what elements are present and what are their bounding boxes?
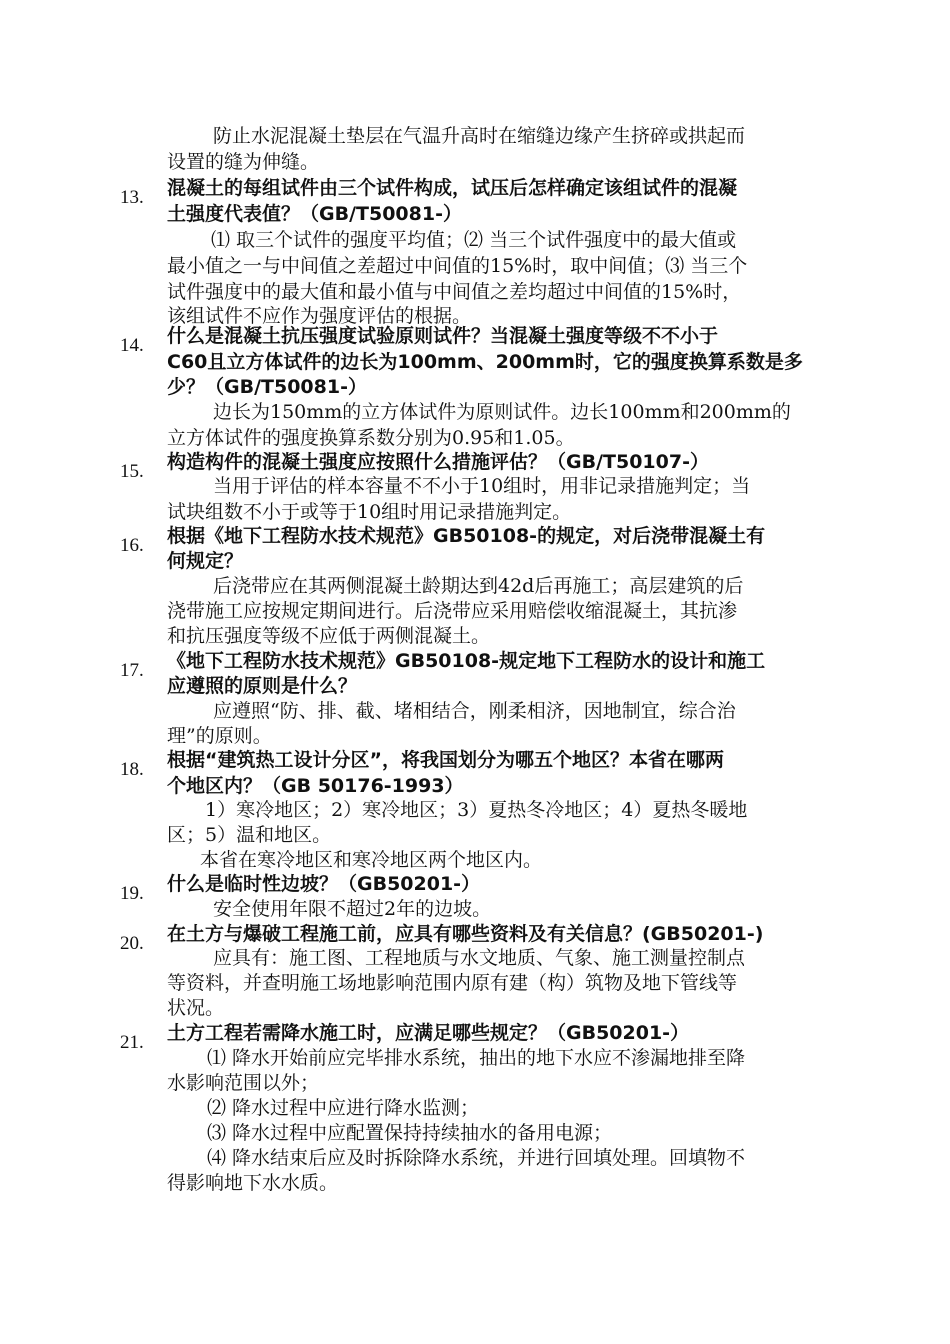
answer-line: 等资料，并查明施工场地影响范围内原有建（构）筑物及地下管线等 — [167, 972, 738, 994]
item-number: 19. — [120, 883, 144, 904]
answer-line: 水影响范围以外； — [167, 1072, 320, 1094]
question-line: C60且立方体试件的边长为100mm、200mm时，它的强度换算系数是多 — [167, 351, 803, 373]
question-line: 根据《地下工程防水技术规范》GB50108-的规定，对后浇带混凝土有 — [167, 525, 766, 547]
question-line: 在土方与爆破工程施工前，应具有哪些资料及有关信息？(GB50201-) — [167, 923, 764, 945]
intro-line: 防止水泥混凝土垫层在气温升高时在缩缝边缘产生挤碎或拱起而 — [213, 125, 746, 147]
answer-line: 最小值之一与中间值之差超过中间值的15%时，取中间值；⑶ 当三个 — [167, 255, 748, 277]
answer-line: 试块组数不小于或等于10组时用记录措施判定。 — [167, 501, 572, 523]
item-number: 21. — [120, 1032, 144, 1053]
question-line: 根据“建筑热工设计分区”，将我国划分为哪五个地区？本省在哪两 — [167, 749, 724, 771]
question-line: 混凝土的每组试件由三个试件构成，试压后怎样确定该组试件的混凝 — [167, 177, 738, 199]
answer-line: 应遵照“防、排、截、堵相结合，刚柔相济，因地制宜，综合治 — [213, 700, 736, 722]
answer-line: 区；5）温和地区。 — [167, 824, 332, 846]
answer-line: 试件强度中的最大值和最小值与中间值之差均超过中间值的15%时， — [167, 281, 742, 303]
answer-line: 边长为150mm的立方体试件为原则试件。边长100mm和200mm的 — [213, 401, 791, 423]
question-line: 何规定？ — [167, 550, 244, 572]
intro-line: 设置的缝为伸缝。 — [167, 151, 320, 173]
answer-line: 安全使用年限不超过2年的边坡。 — [213, 898, 492, 920]
answer-line: 当用于评估的样本容量不不小于10组时，用非记录措施判定；当 — [213, 475, 751, 497]
answer-line: 该组试件不应作为强度评估的根据。 — [167, 305, 472, 327]
question-line: 《地下工程防水技术规范》GB50108-规定地下工程防水的设计和施工 — [167, 650, 766, 672]
answer-line: 立方体试件的强度换算系数分别为0.95和1.05。 — [167, 427, 575, 449]
item-number: 16. — [120, 535, 144, 556]
answer-line: ⑴ 降水开始前应完毕排水系统，抽出的地下水应不渗漏地排至降 — [207, 1047, 746, 1069]
answer-line: 状况。 — [167, 997, 225, 1019]
answer-line: 1）寒冷地区；2）寒冷地区；3）夏热冬冷地区；4）夏热冬暖地 — [205, 799, 748, 821]
question-line: 个地区内？（GB 50176-1993） — [167, 775, 464, 797]
item-number: 13. — [120, 187, 144, 208]
answer-line: 后浇带应在其两侧混凝土龄期达到42d后再施工；高层建筑的后 — [213, 575, 744, 597]
answer-line: 本省在寒冷地区和寒冷地区两个地区内。 — [200, 849, 543, 871]
item-number: 15. — [120, 461, 144, 482]
question-line: 土方工程若需降水施工时，应满足哪些规定？（GB50201-） — [167, 1022, 690, 1044]
question-line: 应遵照的原则是什么？ — [167, 675, 358, 697]
answer-line: 得影响地下水水质。 — [167, 1172, 339, 1194]
question-line: 什么是混凝土抗压强度试验原则试件？当混凝土强度等级不不小于 — [167, 325, 719, 347]
answer-line: ⑴ 取三个试件的强度平均值；⑵ 当三个试件强度中的最大值或 — [211, 229, 737, 251]
answer-line: 应具有：施工图、工程地质与水文地质、气象、施工测量控制点 — [213, 947, 746, 969]
question-line: 土强度代表值？（GB/T50081-） — [167, 203, 462, 225]
item-number: 14. — [120, 335, 144, 356]
answer-line: 理”的原则。 — [167, 725, 272, 747]
answer-line: 和抗压强度等级不应低于两侧混凝土。 — [167, 625, 491, 647]
item-number: 18. — [120, 759, 144, 780]
answer-line: 浇带施工应按规定期间进行。后浇带应采用赔偿收缩混凝土，其抗渗 — [167, 600, 738, 622]
answer-line: ⑶ 降水过程中应配置保持持续抽水的备用电源； — [207, 1122, 613, 1144]
answer-line: ⑵ 降水过程中应进行降水监测； — [207, 1097, 480, 1119]
question-line: 构造构件的混凝土强度应按照什么措施评估？（GB/T50107-） — [167, 451, 709, 473]
item-number: 20. — [120, 933, 144, 954]
item-number: 17. — [120, 660, 144, 681]
question-line: 什么是临时性边坡？（GB50201-） — [167, 873, 481, 895]
question-line: 少？（GB/T50081-） — [167, 376, 367, 398]
answer-line: ⑷ 降水结束后应及时拆除降水系统，并进行回填处理。回填物不 — [207, 1147, 746, 1169]
